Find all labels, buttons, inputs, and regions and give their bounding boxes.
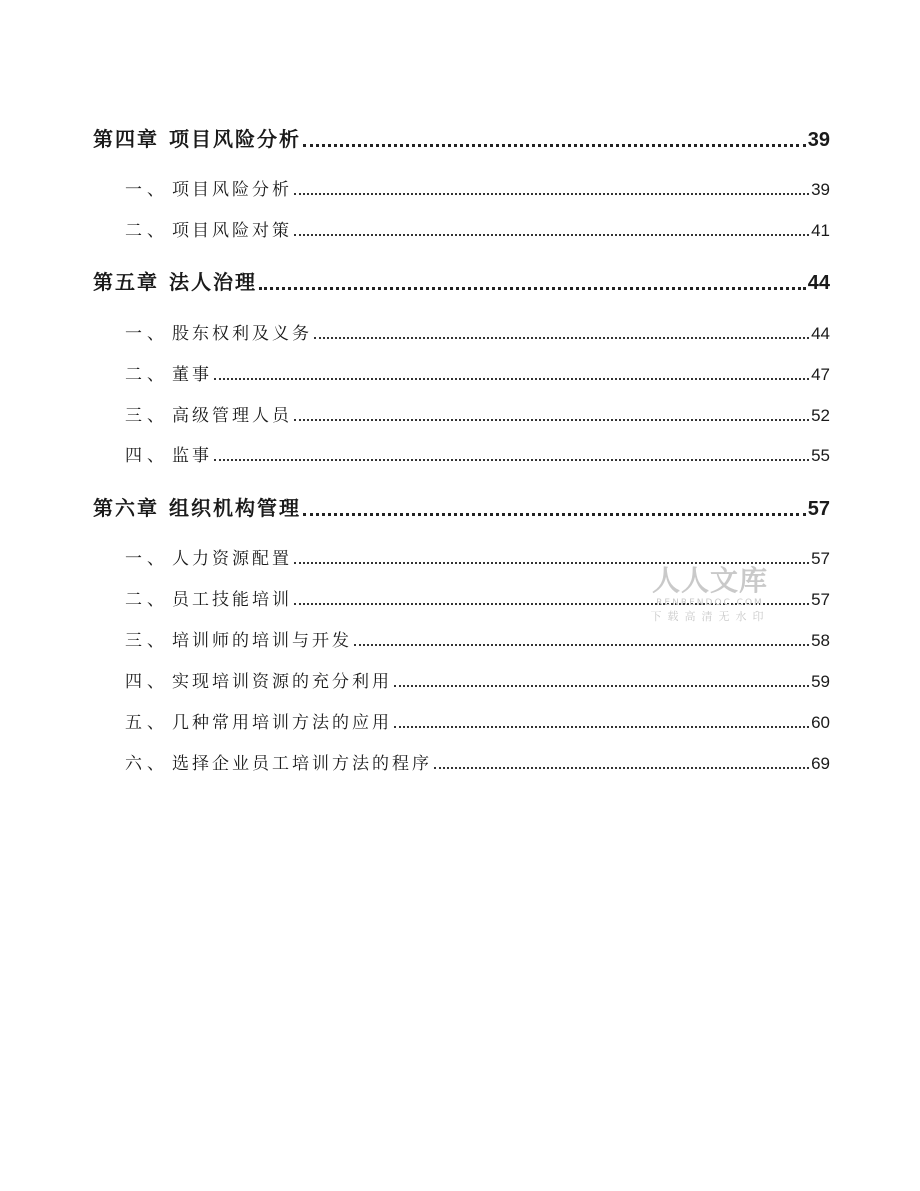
toc-number: 第六章 (93, 496, 159, 520)
toc-page-number: 44 (807, 272, 830, 294)
toc-chapter-6[interactable] (93, 492, 830, 521)
toc-number: 六、 (125, 754, 169, 774)
toc-page-number: 47 (811, 365, 830, 384)
toc-page-number: 58 (811, 631, 830, 650)
toc-section[interactable] (125, 175, 830, 200)
toc-chapter-4[interactable] (93, 123, 830, 152)
toc-page-number: 39 (807, 129, 830, 151)
toc-page-number: 39 (811, 180, 830, 199)
toc-number: 四、 (125, 672, 169, 692)
toc-leader (354, 644, 809, 646)
toc-number: 三、 (125, 631, 169, 651)
toc-leader (434, 767, 809, 769)
toc-title: 几种常用培训方法的应用 (172, 713, 392, 733)
toc-number: 三、 (125, 406, 169, 426)
toc-leader (294, 193, 809, 195)
toc-section[interactable] (125, 544, 830, 569)
toc-leader (294, 562, 809, 564)
toc-title: 高级管理人员 (172, 406, 292, 426)
toc-page-number: 55 (811, 446, 830, 465)
toc-title: 组织机构管理 (169, 496, 301, 520)
watermark-name: 人人文库 (651, 564, 768, 597)
toc-section[interactable] (125, 401, 830, 426)
toc-title: 法人治理 (169, 270, 257, 294)
toc-page-number: 69 (811, 754, 830, 773)
toc-leader (214, 459, 809, 461)
toc-section[interactable] (125, 319, 830, 344)
toc-section[interactable] (125, 626, 830, 651)
toc-title: 监事 (172, 446, 212, 466)
toc-title: 培训师的培训与开发 (172, 631, 352, 651)
toc-page-number: 44 (811, 324, 830, 343)
toc-page-number: 60 (811, 713, 830, 732)
toc-section[interactable] (125, 667, 830, 692)
toc-section[interactable] (125, 708, 830, 733)
toc-section[interactable] (125, 585, 830, 610)
toc-section[interactable] (125, 749, 830, 774)
watermark-slogan: 下载高清无水印 (650, 610, 770, 623)
toc-leader (394, 726, 809, 728)
toc-page-number: 57 (807, 498, 830, 520)
toc-title: 人力资源配置 (172, 549, 292, 569)
toc-title: 董事 (172, 365, 212, 385)
toc-number: 一、 (125, 324, 169, 344)
toc-title: 项目风险分析 (172, 180, 292, 200)
toc-page-number: 52 (811, 406, 830, 425)
watermark-domain: RENRENDOC.COM (656, 598, 764, 608)
toc-leader (294, 603, 809, 605)
toc-section[interactable] (125, 360, 830, 385)
toc-number: 四、 (125, 446, 169, 466)
toc-leader (303, 513, 806, 516)
toc-title: 实现培训资源的充分利用 (172, 672, 392, 692)
toc-section[interactable] (125, 216, 830, 241)
toc-title: 项目风险对策 (172, 221, 292, 241)
toc-title: 项目风险分析 (169, 127, 301, 151)
toc-number: 二、 (125, 365, 169, 385)
toc-number: 五、 (125, 713, 169, 733)
toc-number: 一、 (125, 180, 169, 200)
toc-title: 选择企业员工培训方法的程序 (172, 754, 432, 774)
toc-page-number: 57 (811, 590, 830, 609)
toc-leader (294, 234, 809, 236)
toc-section[interactable] (125, 441, 830, 466)
toc-leader (394, 685, 809, 687)
toc-chapter-5[interactable] (93, 266, 830, 295)
toc-leader (303, 144, 806, 147)
toc-number: 一、 (125, 549, 169, 569)
toc-title: 员工技能培训 (172, 590, 292, 610)
toc-number: 第四章 (93, 127, 159, 151)
toc-title: 股东权利及义务 (172, 324, 312, 344)
toc-page-number: 59 (811, 672, 830, 691)
toc-page-number: 57 (811, 549, 830, 568)
toc-number: 二、 (125, 590, 169, 610)
toc-number: 第五章 (93, 270, 159, 294)
toc-leader (314, 337, 809, 339)
toc-leader (294, 419, 809, 421)
toc-leader (259, 287, 806, 290)
toc-page-number: 41 (811, 221, 830, 240)
toc-number: 二、 (125, 221, 169, 241)
toc-leader (214, 378, 809, 380)
